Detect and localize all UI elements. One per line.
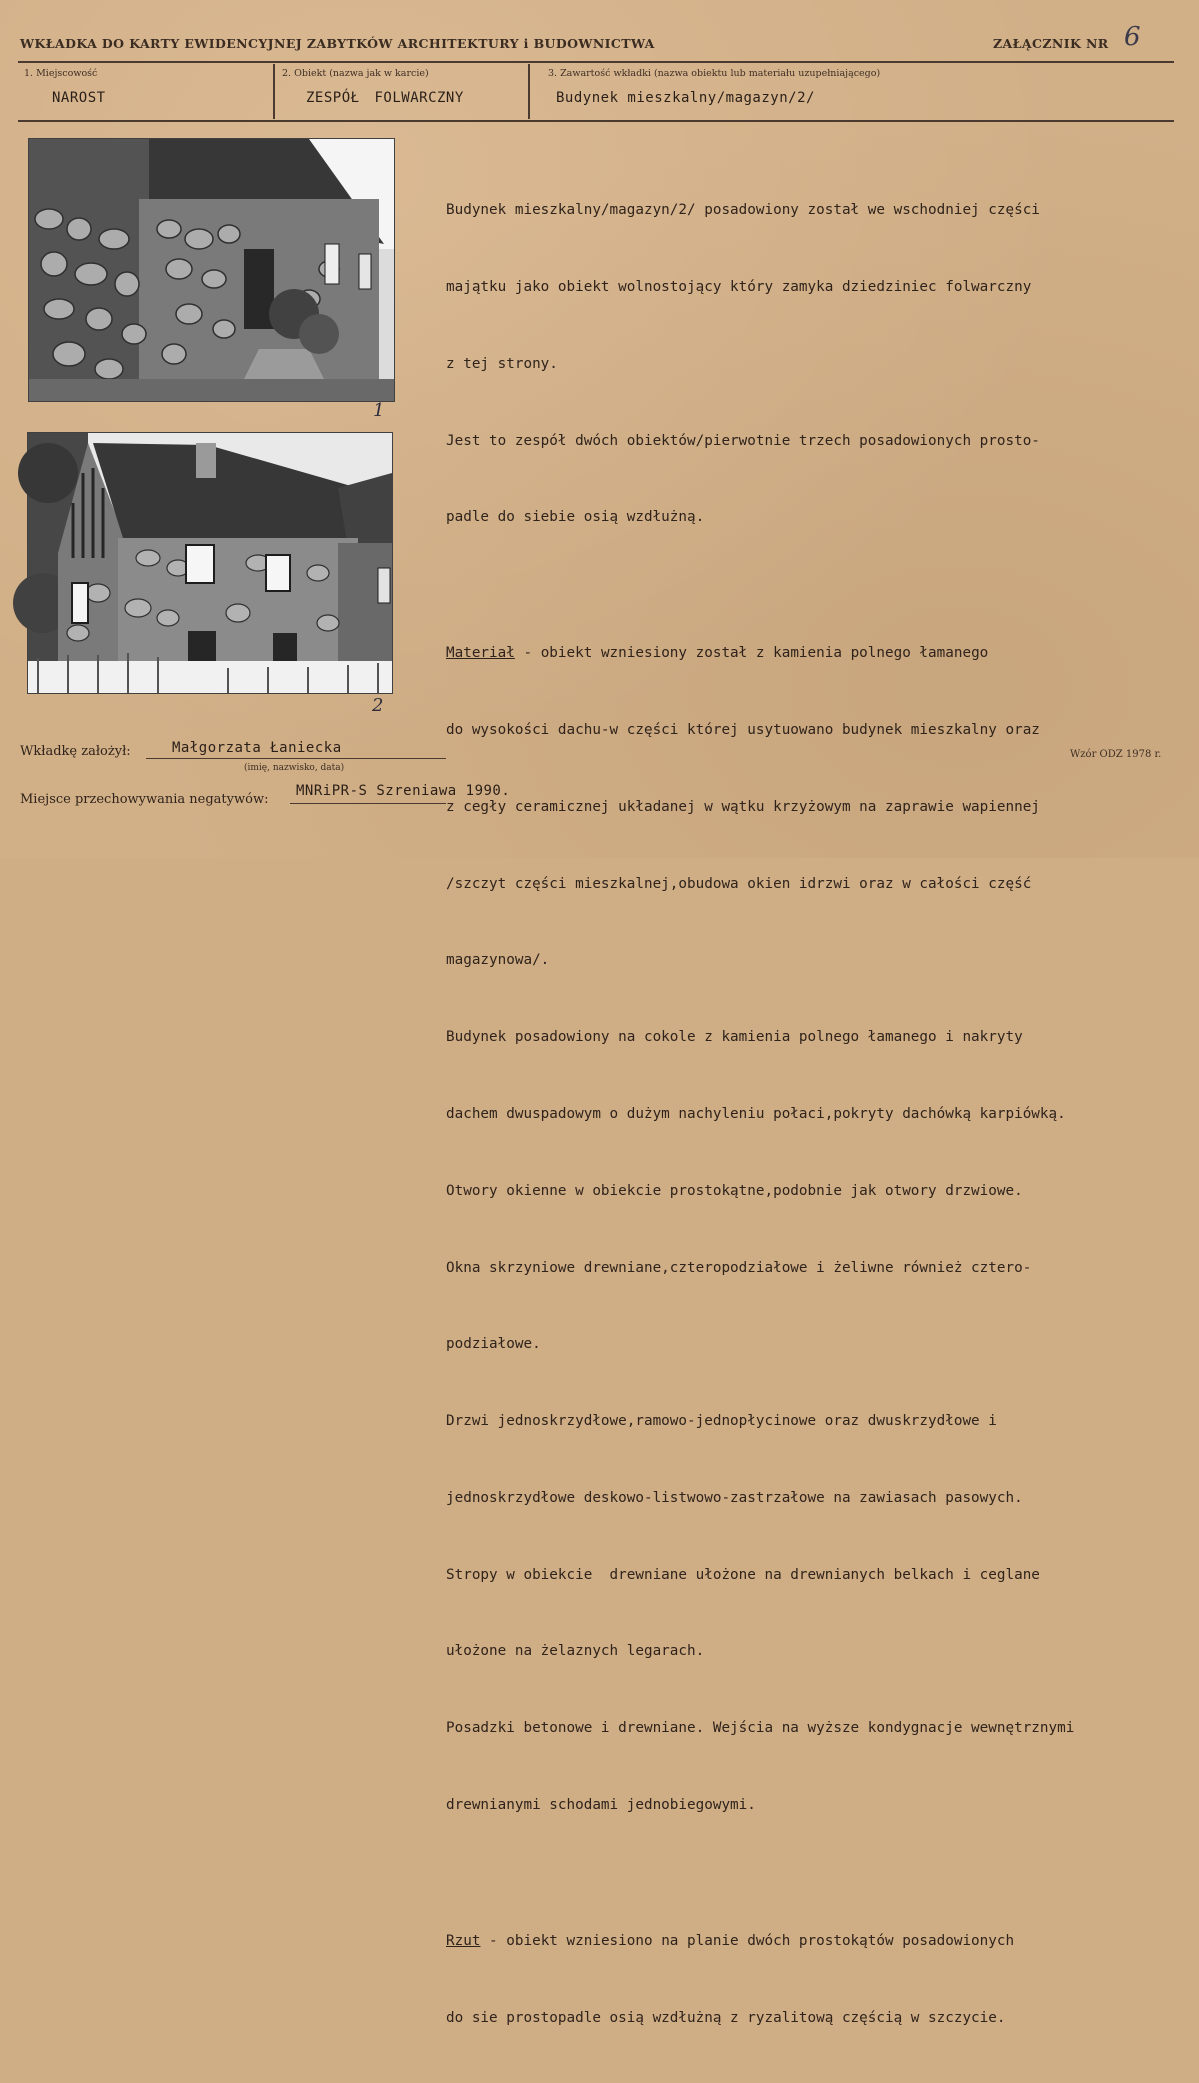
description-line: podziałowe.	[446, 1336, 541, 1353]
author-underline	[146, 758, 446, 759]
description-line: Otwory okienne w obiekcie prostokątne,podobnie jak otwory drzwiowe.	[446, 1182, 1023, 1199]
attachment-label: ZAŁĄCZNIK NR	[993, 36, 1109, 51]
content-value: Budynek mieszkalny/magazyn/2/	[556, 90, 815, 106]
attachment-number: 6	[1124, 22, 1141, 52]
photo-1-number: 1	[373, 400, 385, 421]
description-line: majątku jako obiekt wolnostojący który zamyka dziedziniec folwarczny	[446, 278, 1032, 295]
locality-value: NAROST	[52, 90, 106, 106]
rzut-first-line: - obiekt wzniesiono na planie dwóch prostokątów posadowionych	[480, 1932, 1015, 1949]
photo-2	[27, 432, 393, 694]
author-value: Małgorzata Łaniecka	[172, 740, 342, 756]
author-hint: (imię, nazwisko, data)	[244, 763, 345, 773]
header-rule-top	[18, 61, 1174, 63]
description-line: /szczyt części mieszkalnej,obudowa okien idrzwi oraz w całości część	[446, 875, 1032, 892]
field-divider-2	[528, 64, 530, 119]
description-line: drewnianymi schodami jednobiegowymi.	[446, 1797, 756, 1813]
photo-2-number: 2	[372, 695, 384, 716]
description-text	[446, 147, 1191, 2083]
description-line: z tej strony.	[446, 355, 558, 372]
locality-label: 1. Miejscowość	[24, 68, 98, 79]
rzut-line	[446, 1929, 1191, 1955]
description-line: jednoskrzydłowe deskowo-listwowo-zastrzałowe na zawiasach pasowych.	[446, 1489, 1023, 1506]
description-line: z cegły ceramicznej układanej w wątku krzyżowym na zaprawie wapiennej	[446, 798, 1040, 815]
description-line: Okna skrzyniowe drewniane,czteropodziałowe i żeliwne również cztero-	[446, 1259, 1032, 1276]
author-label: Wkładkę założył:	[20, 744, 131, 759]
material-heading: Materiał	[446, 645, 515, 662]
description-line: dachem dwuspadowym o dużym nachyleniu połaci,pokryty dachówką karpiówką.	[446, 1105, 1066, 1122]
material-first-line: - obiekt wzniesiony został z kamienia polnego łamanego	[514, 645, 989, 662]
material-line	[446, 641, 1191, 667]
description-line: Budynek posadowiony na cokole z kamienia polnego łamanego i nakryty	[446, 1029, 1023, 1046]
field-divider-1	[273, 64, 275, 119]
description-line: magazynowa/.	[446, 952, 550, 969]
document-title: WKŁADKA DO KARTY EWIDENCYJNEJ ZABYTKÓW ARCHITEKTURY i BUDOWNICTWA	[20, 36, 655, 51]
description-line: Drzwi jednoskrzydłowe,ramowo-jednopłycinowe oraz dwuskrzydłowe i	[446, 1413, 997, 1430]
description-line: do wysokości dachu-w części której usytuowano budynek mieszkalny oraz	[446, 722, 1040, 739]
description-line: padle do siebie osią wzdłużną.	[446, 509, 705, 526]
header-rule-bottom	[18, 120, 1174, 122]
object-value: ZESPÓŁ FOLWARCZNY	[306, 90, 464, 106]
description-line: Budynek mieszkalny/magazyn/2/ posadowiony został we wschodniej części	[446, 202, 1040, 219]
description-line: Jest to zespół dwóch obiektów/pierwotnie trzech posadowionych prosto-	[446, 432, 1040, 449]
description-line: Posadzki betonowe i drewniane. Wejścia na wyższe kondygnacje wewnętrznymi	[446, 1720, 1075, 1737]
description-line: ułożone na żelaznych legarach.	[446, 1643, 705, 1660]
photo-1	[28, 138, 395, 402]
description-line: Stropy w obiekcie drewniane ułożone na drewnianych belkach i ceglane	[446, 1566, 1040, 1583]
storage-underline	[290, 803, 446, 804]
object-label: 2. Obiekt (nazwa jak w karcie)	[282, 68, 429, 79]
form-code: Wzór ODZ 1978 r.	[1070, 749, 1162, 760]
storage-value: MNRiPR-S Szreniawa 1990.	[296, 783, 511, 799]
storage-label: Miejsce przechowywania negatywów:	[20, 792, 269, 807]
content-label: 3. Zawartość wkładki (nazwa obiektu lub materiału uzupełniającego)	[548, 68, 881, 79]
rzut-heading: Rzut	[446, 1932, 481, 1949]
description-line: do sie prostopadle osią wzdłużną z ryzalitową częścią w szczycie.	[446, 2009, 1006, 2026]
